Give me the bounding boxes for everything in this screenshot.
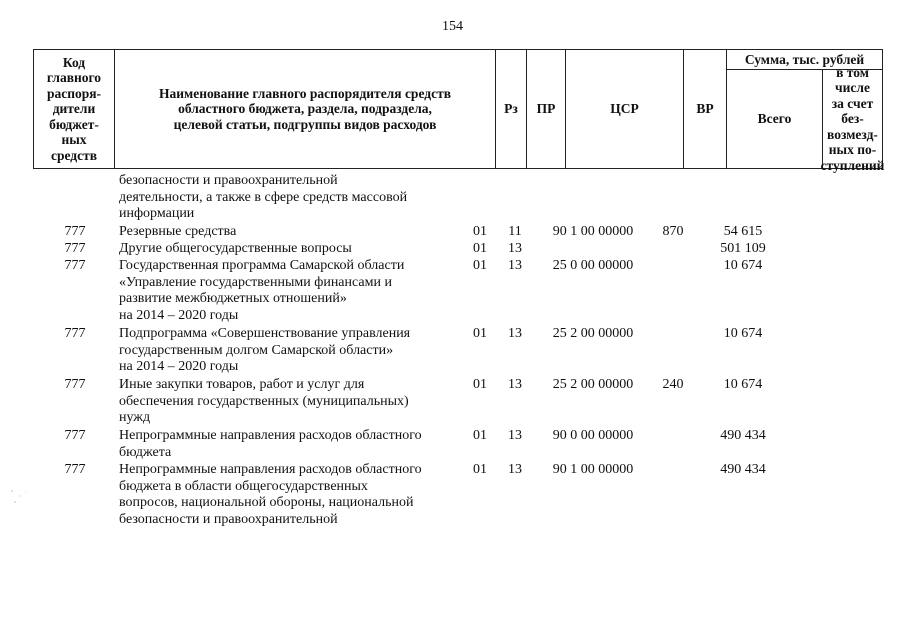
row-name-line: вопросов, национальной обороны, национальной: [119, 495, 414, 511]
row-total: 10 674: [723, 258, 763, 273]
row-pr: 11: [508, 224, 522, 239]
header-kod-line: ных: [61, 132, 87, 148]
row-kod: 777: [64, 326, 86, 341]
row-name-line: «Управление государственными финансами и: [119, 274, 392, 290]
header-sum-text: Сумма, тыс. рублей: [744, 51, 865, 67]
row-csr: 90 1 00 00000: [552, 224, 634, 239]
header-csr-text: ЦСР: [610, 101, 639, 117]
row-rz: 01: [473, 241, 487, 256]
row-total: 490 434: [720, 462, 766, 477]
header-incl-line: за счет без-: [831, 95, 874, 127]
header-incl-line: в том числе: [835, 64, 870, 96]
row-name: [119, 377, 464, 427]
header-kod-line: распоря-: [46, 85, 102, 101]
row-name: [119, 173, 464, 223]
row-name: [119, 462, 464, 528]
row-kod: 777: [64, 428, 86, 443]
row-name-line: государственным долгом Самарской области»: [119, 342, 394, 358]
row-name-line: Подпрограмма «Совершенствование управления: [119, 326, 411, 341]
row-rz: 01: [473, 377, 487, 392]
row-name-line: Другие общегосударственные вопросы: [119, 241, 352, 256]
row-csr: 25 2 00 00000: [552, 377, 634, 392]
row-name-line: безопасности и правоохранительной: [119, 511, 338, 527]
scan-specks: [8, 488, 38, 518]
row-total: 10 674: [723, 377, 763, 392]
header-incl-line: ных по-: [828, 142, 877, 158]
header-incl-line: ступлений: [820, 157, 885, 173]
row-name-line: информации: [119, 206, 195, 222]
row-name-line: бюджета в области общегосударственных: [119, 478, 368, 494]
header-name-line: целевой статьи, подгруппы видов расходов: [173, 116, 437, 132]
header-name-line: Наименование главного распорядителя средств: [158, 85, 451, 101]
row-csr: 90 0 00 00000: [552, 428, 634, 443]
header-kod-line: бюджет-: [49, 116, 99, 132]
row-name-line: на 2014 – 2020 годы: [119, 307, 239, 323]
page-number: 154: [442, 19, 463, 34]
header-total-text: Всего: [757, 111, 792, 127]
row-pr: 13: [508, 428, 522, 443]
row-name-line: развитие межбюджетных отношений»: [119, 291, 347, 307]
row-rz: 01: [473, 462, 487, 477]
header-rz-text: Рз: [504, 101, 518, 117]
row-csr: 25 0 00 00000: [552, 258, 634, 273]
header-pr-text: ПР: [536, 101, 556, 117]
row-name-line: обеспечения государственных (муниципальных): [119, 393, 409, 409]
row-name: [119, 258, 464, 324]
header-name-line: областного бюджета, раздела, подраздела,: [178, 101, 432, 117]
row-kod: 777: [64, 241, 86, 256]
row-rz: 01: [473, 428, 487, 443]
row-name-line: Государственная программа Самарской области: [119, 258, 405, 273]
row-csr: 90 1 00 00000: [552, 462, 634, 477]
header-incl-line: возмезд-: [827, 126, 878, 142]
row-name-line: Иные закупки товаров, работ и услуг для: [119, 377, 365, 392]
row-name-line: Резервные средства: [119, 224, 237, 239]
header-kod-line: дители: [52, 101, 96, 117]
row-name-line: Непрограммные направления расходов областного: [119, 428, 422, 443]
row-pr: 13: [508, 258, 522, 273]
row-total: 501 109: [720, 241, 766, 256]
row-pr: 13: [508, 377, 522, 392]
row-rz: 01: [473, 224, 487, 239]
row-rz: 01: [473, 326, 487, 341]
header-kod-line: Код: [62, 54, 86, 70]
row-total: 54 615: [723, 224, 763, 239]
row-kod: 777: [64, 462, 86, 477]
row-name-line: нужд: [119, 410, 151, 426]
row-name-line: безопасности и правоохранительной: [119, 173, 338, 188]
row-rz: 01: [473, 258, 487, 273]
row-pr: 13: [508, 326, 522, 341]
header-kod-line: средств: [50, 147, 98, 163]
row-name: [119, 326, 464, 376]
row-name: [119, 241, 464, 258]
row-kod: 777: [64, 224, 86, 239]
row-total: 490 434: [720, 428, 766, 443]
row-name: [119, 428, 464, 461]
row-pr: 13: [508, 241, 522, 256]
row-name-line: Непрограммные направления расходов областного: [119, 462, 422, 477]
row-name: [119, 224, 464, 241]
header-kod-line: главного: [46, 70, 102, 86]
row-name-line: бюджета: [119, 444, 172, 460]
row-pr: 13: [508, 462, 522, 477]
row-kod: 777: [64, 377, 86, 392]
row-name-line: деятельности, а также в сфере средств массовой: [119, 189, 408, 205]
row-vr: 240: [662, 377, 684, 392]
row-name-line: на 2014 – 2020 годы: [119, 359, 239, 375]
row-kod: 777: [64, 258, 86, 273]
header-vr-text: ВР: [696, 101, 714, 117]
row-vr: 870: [662, 224, 684, 239]
row-csr: 25 2 00 00000: [552, 326, 634, 341]
row-total: 10 674: [723, 326, 763, 341]
